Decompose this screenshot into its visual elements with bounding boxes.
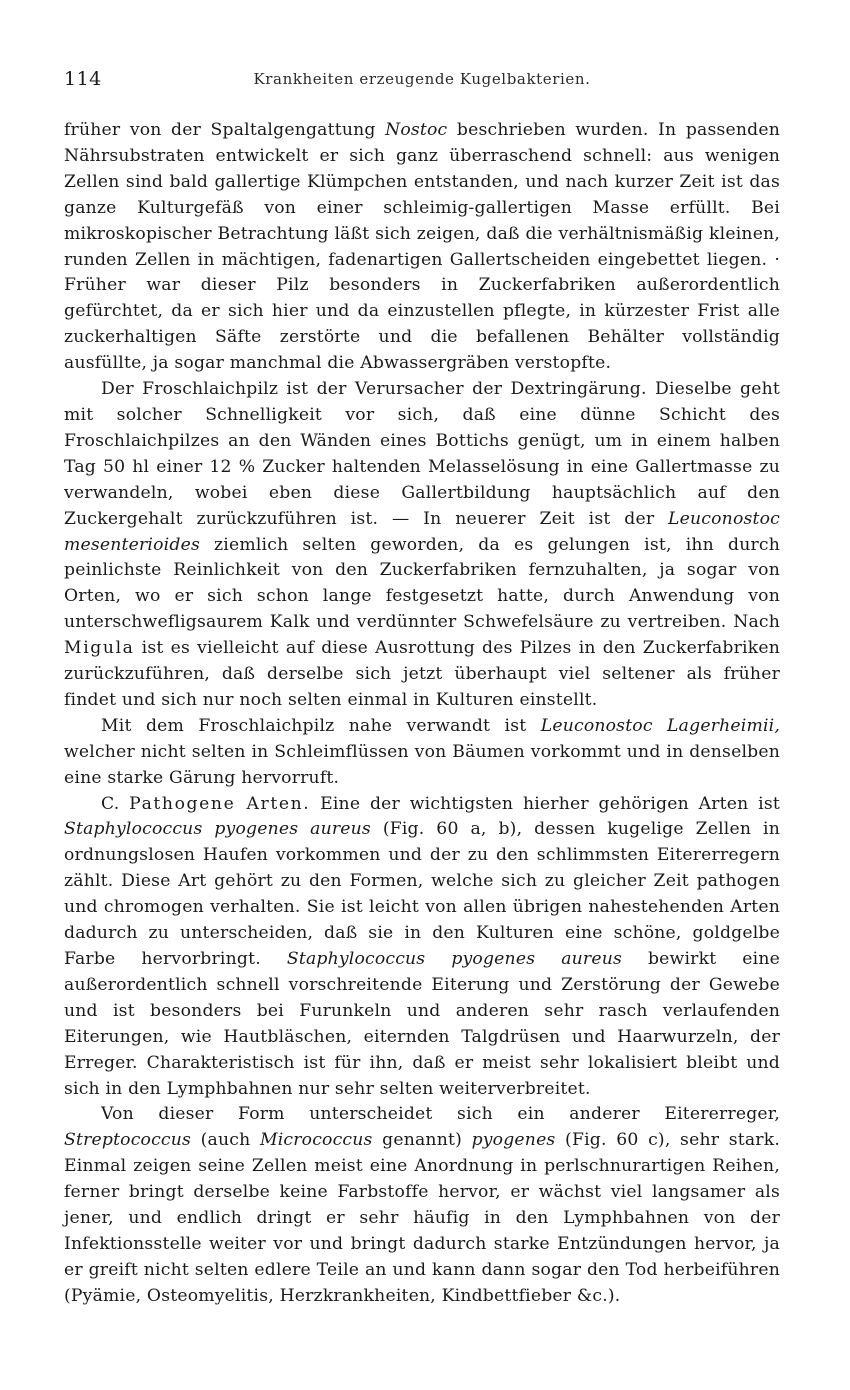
text-run: welcher nicht selten in Schleimflüssen von Bäumen vorkommt und in denselben eine starke Gärung hervorruft.: [64, 741, 780, 788]
paragraph-pathogene-arten: [64, 792, 780, 1103]
text-run: genannt): [372, 1130, 472, 1151]
text-run: Mit dem Froschlaichpilz nahe verwandt ist: [101, 715, 541, 736]
text-run: ziemlich selten geworden, da es gelungen ist, ihn durch peinlichste Reinlichkeit von den Zuckerfabriken fernzuhalten, ja sogar von Orten, wo er sich schon lange festgesetzt hatte, durch Anwendung von unterschwefligsaurem Kalk und verdünnter Schwefelsäure zu vertreiben. Nach: [64, 534, 780, 633]
text-run: ist es vielleicht auf diese Ausrottung des Pilzes in den Zuckerfabriken zurückzuführen, daß derselbe sich jetzt überhaupt viel seltener als früher findet und sich nur noch selten einmal in Kulturen einstellt.: [64, 638, 780, 710]
text-run: beschrieben wurden. In passenden Nährsubstraten entwickelt er sich ganz überraschend schnell: aus wenigen Zellen sind bald gallertige Klümpchen entstanden, und nach kurzer Zeit ist das ganze Kulturgefäß von einer schleimig-gallertigen Masse erfüllt. Bei mikroskopischer Betrachtung läßt sich zeigen, daß die verhältnismäßig kleinen, runden Zellen in mächtigen, fadenartigen Gallertscheiden eingebettet liegen. · Früher war dieser Pilz besonders in Zuckerfabriken außerordentlich gefürchtet, da er sich hier und da einzustellen pflegte, in kürzester Frist alle zuckerhaltigen Säfte zerstörte und die befallenen Behälter vollständig ausfüllte, ja sogar manchmal die Abwassergräben verstopfte.: [64, 120, 780, 374]
text-run: (auch: [191, 1130, 260, 1151]
taxon-name: Streptococcus: [64, 1130, 192, 1151]
book-page: [64, 56, 780, 1310]
section-letter: C.: [101, 793, 130, 814]
taxon-name: Nostoc: [385, 120, 448, 140]
page-number: 114: [64, 68, 102, 90]
taxon-name: Staphylococcus pyogenes aureus: [64, 819, 371, 840]
text-run: (Fig. 60 c), sehr stark. Einmal zeigen seine Zellen meist eine Anordnung in perlschnurartigen Reihen, ferner bringt derselbe keine Farbstoffe hervor, er wächst viel langsamer als jener, und endlich dringt er sehr häufig in den Lymphbahnen von der Infektionsstelle weiter vor und bringt dadurch starke Entzündungen hervor, ja er greift nicht selten edlere Teile an und kann dann sogar den Tod herbeiführen (Pyämie, Osteomyelitis, Herzkrankheiten, Kindbettfieber &c.).: [64, 1130, 780, 1306]
taxon-name: Staphylococcus pyogenes aureus: [286, 949, 622, 969]
text-run: Von dieser Form unterscheidet sich ein anderer Eitererreger,: [101, 1104, 780, 1125]
paragraph-lagerheimii: [64, 714, 780, 792]
text-run: Eine der wichtigsten hierher gehörigen Arten ist: [310, 793, 780, 814]
running-title: Krankheiten erzeugende Kugelbakterien.: [253, 70, 591, 88]
taxon-name: Leuconostoc Lagerheimii,: [540, 715, 780, 736]
taxon-name: Leuconostoc mesenterioides: [64, 508, 780, 555]
text-run: bewirkt eine außerordentlich schnell vorschreitende Eiterung und Zerstörung der Gewebe und ist besonders bei Furunkeln und anderen sehr rasch verlaufenden Eiterungen, wie Hautbläschen, eiternden Talgdrüsen und Haarwurzeln, der Erreger. Charakteristisch ist für ihn, daß er meist sehr lokalisiert bleibt und sich in den Lymphbahnen nur sehr selten weiterverbreitet.: [64, 949, 780, 1099]
taxon-name: Micrococcus: [259, 1130, 373, 1151]
text-run: früher von der Spaltalgengattung: [64, 120, 386, 140]
page-header: [64, 56, 780, 94]
body-text: [64, 118, 780, 1310]
paragraph-streptococcus: [64, 1102, 780, 1309]
paragraph-nostoc-growth: [64, 118, 780, 377]
text-run: Der Froschlaichpilz ist der Verursacher der Dextringärung. Dieselbe geht mit solcher Schnelligkeit vor sich, daß eine dünne Schicht des Froschlaichpilzes an den Wänden eines Bottichs genügt, um in einem halben Tag 50 hl einer 12 % Zucker haltenden Melasselösung in eine Gallertmasse zu verwandeln, wobei eben diese Gallertbildung hauptsächlich auf den Zuckergehalt zurückzuführen ist. — In neuerer Zeit ist der: [64, 379, 780, 529]
author-name: Migula: [64, 638, 135, 659]
text-run: (Fig. 60 a, b), dessen kugelige Zellen in ordnungslosen Haufen vorkommen und der zu den schlimmsten Eitererregern zählt. Diese Art gehört zu den Formen, welche sich zu gleicher Zeit pathogen und chromogen verhalten. Sie ist leicht von allen übrigen nahestehenden Arten dadurch zu unterscheiden, daß sie in den Kulturen eine schöne, goldgelbe Farbe hervorbringt.: [64, 819, 780, 969]
taxon-name: pyogenes: [471, 1130, 556, 1151]
section-heading: Pathogene Arten.: [129, 793, 311, 814]
paragraph-froschlaichpilz: [64, 377, 780, 714]
